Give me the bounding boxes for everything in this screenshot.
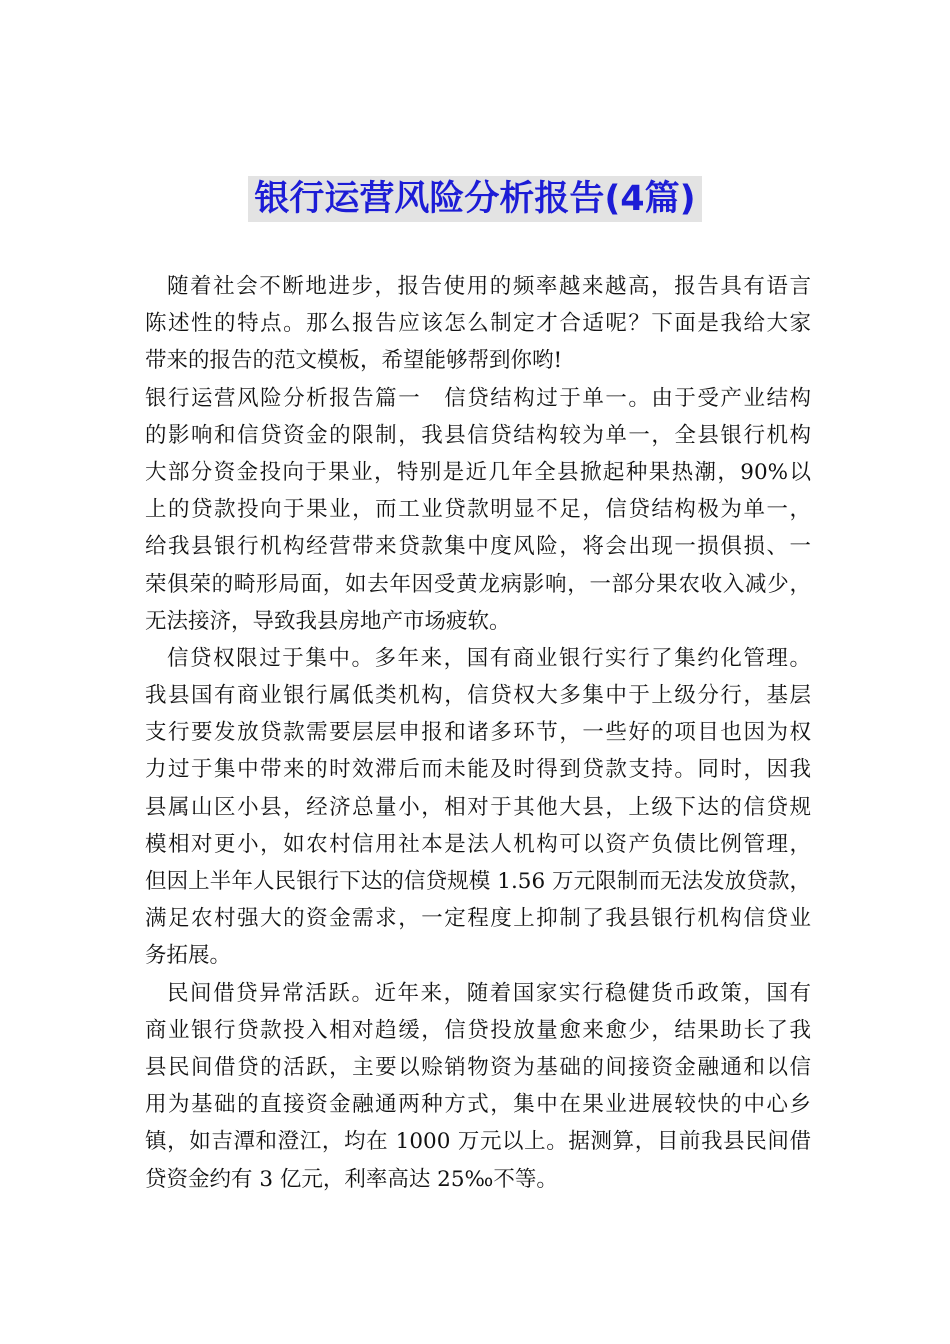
text-line: 给我县银行机构经营带来贷款集中度风险，将会出现一损俱损、一 (145, 534, 811, 560)
text-line: 信贷权限过于集中。多年来，国有商业银行实行了集约化管理。 (167, 645, 811, 671)
document-title: 银行运营风险分析报告(4篇) (248, 176, 701, 222)
text-line: 县民间借贷的活跃，主要以赊销物资为基础的间接资金融通和以信 (145, 1054, 811, 1080)
text-line: 陈述性的特点。那么报告应该怎么制定才合适呢？下面是我给大家 (145, 311, 811, 337)
text-line: 县属山区小县，经济总量小，相对于其他大县，上级下达的信贷规 (145, 794, 811, 820)
text-line: 银行运营风险分析报告篇一 信贷结构过于单一。由于受产业结构 (145, 385, 811, 411)
text-line: 用为基础的直接资金融通两种方式，集中在果业进展较快的中心乡 (145, 1092, 811, 1118)
text-line: 的影响和信贷资金的限制，我县信贷结构较为单一，全县银行机构 (145, 422, 811, 448)
text-line: 模相对更小，如农村信用社本是法人机构可以资产负债比例管理， (145, 831, 811, 857)
text-line: 力过于集中带来的时效滞后而未能及时得到贷款支持。同时，因我 (145, 757, 811, 783)
text-line: 镇，如吉潭和澄江，均在 1000 万元以上。据测算，目前我县民间借 (145, 1129, 811, 1155)
text-line: 大部分资金投向于果业，特别是近几年全县掀起种果热潮，90%以 (145, 459, 811, 485)
text-line: 商业银行贷款投入相对趋缓，信贷投放量愈来愈少，结果助长了我 (145, 1017, 811, 1043)
text-line: 务拓展。 (145, 943, 232, 969)
text-line: 民间借贷异常活跃。近年来，随着国家实行稳健货币政策，国有 (167, 980, 811, 1006)
text-line: 支行要发放贷款需要层层申报和诸多环节，一些好的项目也因为权 (145, 720, 811, 746)
document-body (145, 268, 811, 1198)
text-line: 上的贷款投向于果业，而工业贷款明显不足，信贷结构极为单一， (145, 497, 811, 523)
text-line: 无法接济，导致我县房地产市场疲软。 (145, 608, 511, 634)
text-line: 但因上半年人民银行下达的信贷规模 1.56 万元限制而无法发放贷款， (145, 869, 811, 894)
title-container (0, 176, 950, 222)
text-line: 带来的报告的范文模板，希望能够帮到你哟! (145, 348, 563, 374)
text-line: 满足农村强大的资金需求，一定程度上抑制了我县银行机构信贷业 (145, 906, 811, 932)
text-line: 贷资金约有 3 亿元，利率高达 25‰不等。 (145, 1166, 558, 1192)
text-line: 随着社会不断地进步，报告使用的频率越来越高，报告具有语言 (167, 274, 811, 299)
text-line: 荣俱荣的畸形局面，如去年因受黄龙病影响，一部分果农收入减少， (145, 571, 811, 597)
text-line: 我县国有商业银行属低类机构，信贷权大多集中于上级分行，基层 (145, 683, 811, 709)
